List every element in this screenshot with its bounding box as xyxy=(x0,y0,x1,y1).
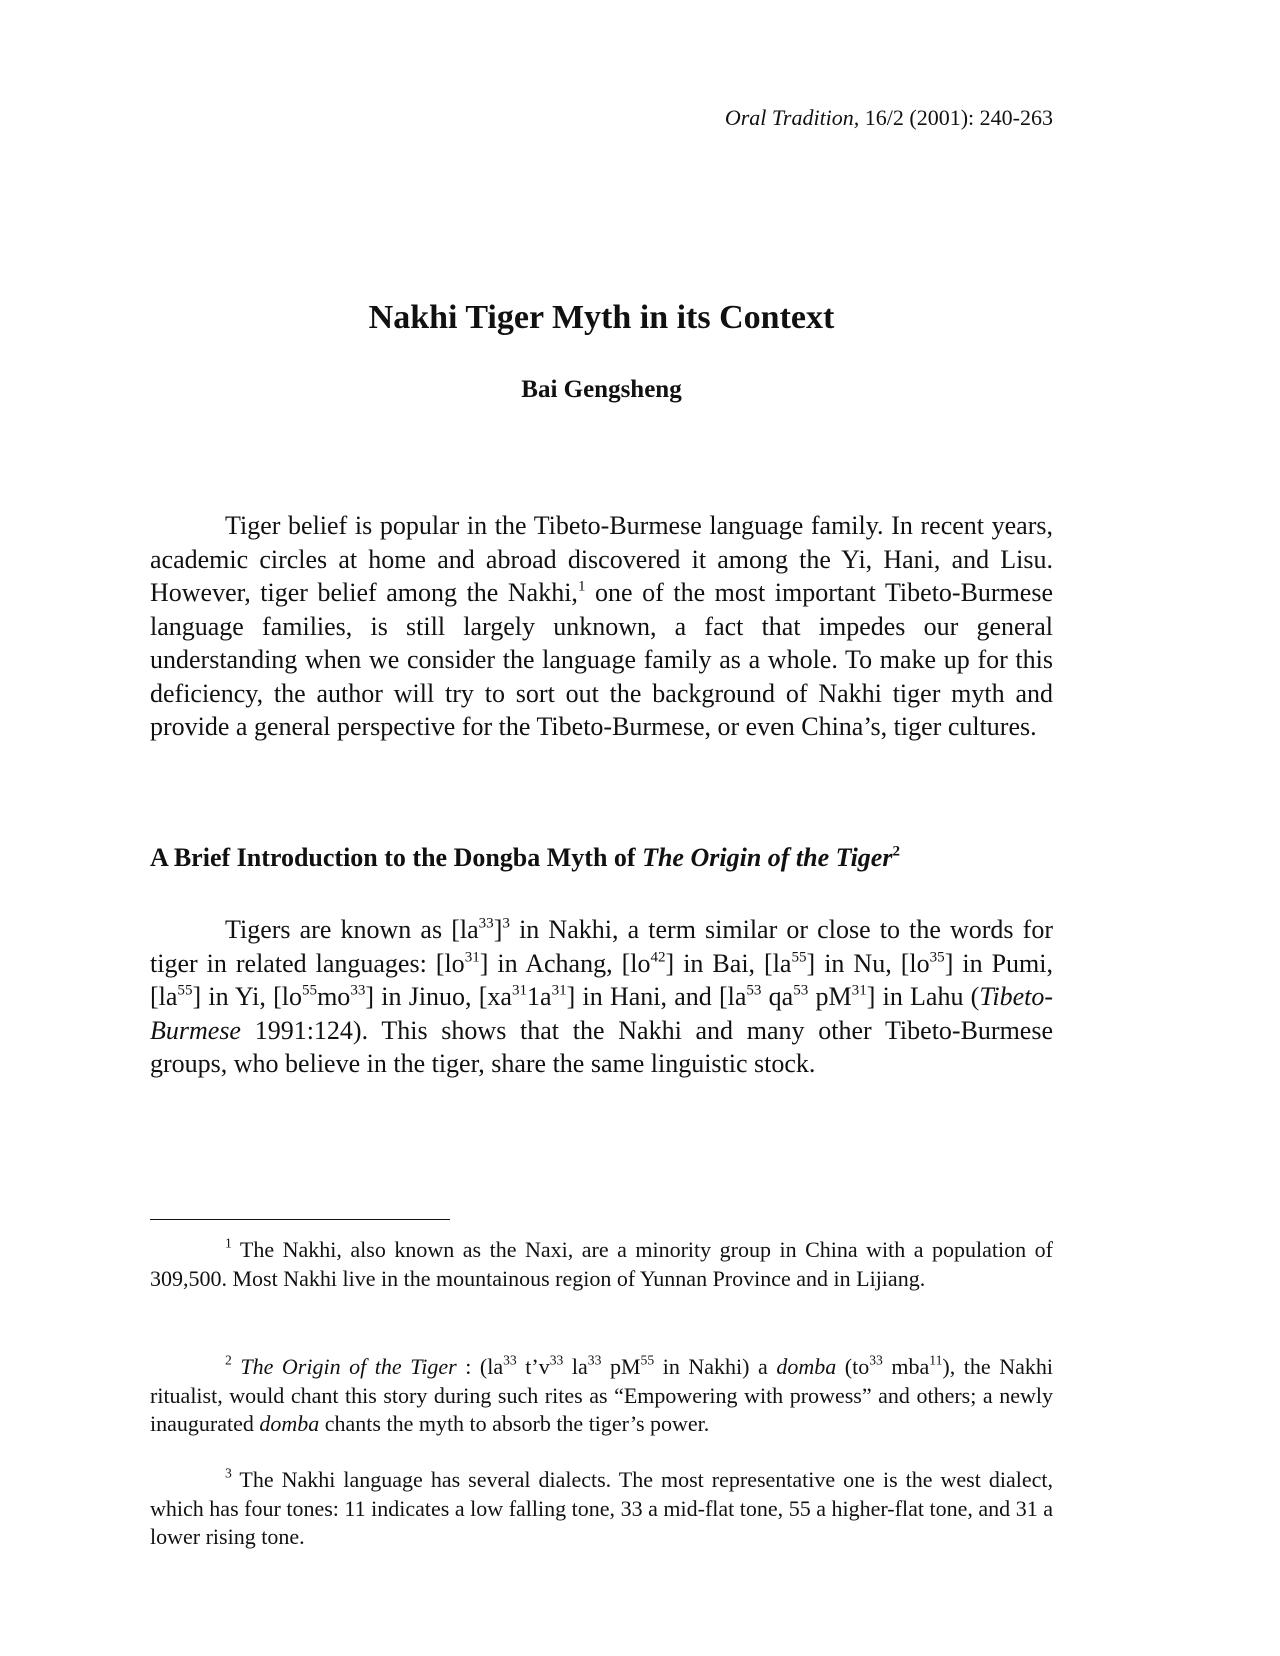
intro-text-2: one of the most important Tibeto-Burmese language families, is still largely unknown, a fact that impedes our general understanding when we consider the language family as a whole. To make up for this deficiency, the author will try to sort out the background of Nakhi tiger myth and provide a general perspective for the Tibeto-Burmese, or even China’s, tiger cultures. xyxy=(150,578,1054,741)
tone-mark: 35 xyxy=(929,948,945,965)
intro-text-1: Tiger belief is popular in the Tibeto-Burmese language family. In recent years, academic circles at home and abroad discovered it among the Yi, Hani, and Lisu. However, tiger belief among the Nakhi, xyxy=(150,511,1053,607)
footnote-ref-2[interactable]: 2 xyxy=(892,843,901,860)
footnote-number: 2 xyxy=(225,1352,232,1368)
footnote-text: pM xyxy=(601,1354,641,1379)
footnote-3 xyxy=(150,1466,1053,1552)
body-text: qa xyxy=(761,982,794,1011)
tone-mark: 55 xyxy=(791,948,807,965)
tone-mark: 42 xyxy=(650,948,666,965)
journal-name: Oral Tradition, xyxy=(724,105,860,130)
body-text: ] in Hani, and [la xyxy=(566,982,747,1011)
footnote-text: la xyxy=(563,1354,588,1379)
tone-mark: 33 xyxy=(478,915,494,932)
tone-mark: 55 xyxy=(177,982,193,999)
section-heading xyxy=(150,842,1110,874)
footnote-italic: domba xyxy=(259,1411,320,1436)
body-text: ] in Yi, [lo xyxy=(192,982,302,1011)
footnote-number: 1 xyxy=(225,1235,232,1251)
footnote-divider xyxy=(150,1219,450,1220)
body-text: 1991:124). This shows that the Nakhi and many other Tibeto-Burmese groups, who believe in the tiger, share the same linguistic stock. xyxy=(150,1015,1053,1078)
citation-italic: Tibeto-Burmese xyxy=(150,982,1054,1045)
footnote-text: chants the myth to absorb the tiger’s power. xyxy=(319,1411,710,1436)
body-text: Tigers are known as [la xyxy=(225,915,479,944)
footnote-text: (to xyxy=(836,1354,870,1379)
article-title: Nakhi Tiger Myth in its Context xyxy=(368,299,835,336)
footnote-text: t’v xyxy=(516,1354,550,1379)
tone-mark: 33 xyxy=(350,982,366,999)
footnote-text: mba xyxy=(882,1354,930,1379)
body-paragraph xyxy=(150,913,1053,1081)
body-text: ] in Jinuo, [xa xyxy=(365,982,512,1011)
body-text: ] in Nu, [lo xyxy=(806,948,930,978)
tone-mark: 31 xyxy=(851,982,867,999)
tone-mark: 33 xyxy=(549,1352,564,1368)
tone-mark: 31 xyxy=(464,948,480,965)
tone-mark: 33 xyxy=(587,1352,602,1368)
footnote-ref-1[interactable]: 1 xyxy=(577,578,586,595)
footnote-ref-3[interactable]: 3 xyxy=(502,915,510,932)
footnote-italic: The Origin of the Tiger xyxy=(231,1354,457,1379)
running-head xyxy=(725,105,1053,131)
footnote-text: The Nakhi language has several dialects. The most representative one is the west dialect, which has four tones: 11 indicates a low falling tone, 33 a mid-flat tone, 55 a higher-flat tone, and 31 a lower rising tone. xyxy=(150,1467,1053,1549)
body-text: in Nakhi, a term similar or close to the words for tiger in related languages: [lo xyxy=(150,915,1053,978)
footnote-text: in Nakhi) a xyxy=(654,1354,777,1379)
footnote-italic: domba xyxy=(776,1354,837,1379)
tone-mark: 31 xyxy=(511,982,528,999)
tone-mark: 55 xyxy=(640,1352,655,1368)
body-text: ] in Pumi, [la xyxy=(150,948,1053,1011)
footnote-number: 3 xyxy=(225,1465,232,1481)
body-text: ] xyxy=(493,915,503,944)
journal-citation: 16/2 (2001): 240-263 xyxy=(859,105,1053,130)
section-heading-italic: The Origin of the Tiger xyxy=(642,843,893,872)
footnote-text: : (la xyxy=(456,1354,504,1379)
section-heading-text: A Brief Introduction to the Dongba Myth of xyxy=(150,843,643,872)
body-text: ] in Lahu ( xyxy=(866,982,980,1011)
body-text: pM xyxy=(808,982,852,1011)
footnote-text: The Nakhi, also known as the Naxi, are a minority group in China with a population of 309,500. Most Nakhi live in the mountainous region of Yunnan Province and in Lijiang. xyxy=(150,1237,1053,1291)
body-text: 1a xyxy=(527,982,552,1011)
intro-paragraph xyxy=(150,509,1053,744)
tone-mark: 33 xyxy=(503,1352,517,1368)
article-author: Bai Gengsheng xyxy=(521,376,682,403)
footnote-text: ), the Nakhi ritualist, would chant this story during such rites as “Empowering with prowess” and others; a newly inaugurated xyxy=(150,1354,1053,1436)
tone-mark: 53 xyxy=(746,982,762,999)
tone-mark: 11 xyxy=(929,1352,943,1368)
tone-mark: 33 xyxy=(869,1352,883,1368)
tone-mark: 55 xyxy=(302,982,318,999)
tone-mark: 31 xyxy=(551,982,567,999)
body-text: ] in Bai, [la xyxy=(665,948,792,978)
tone-mark: 53 xyxy=(793,982,809,999)
body-text: ] in Achang, [lo xyxy=(479,948,651,978)
body-text: mo xyxy=(317,982,351,1011)
footnote-1 xyxy=(150,1236,1053,1293)
footnote-2 xyxy=(150,1353,1053,1439)
